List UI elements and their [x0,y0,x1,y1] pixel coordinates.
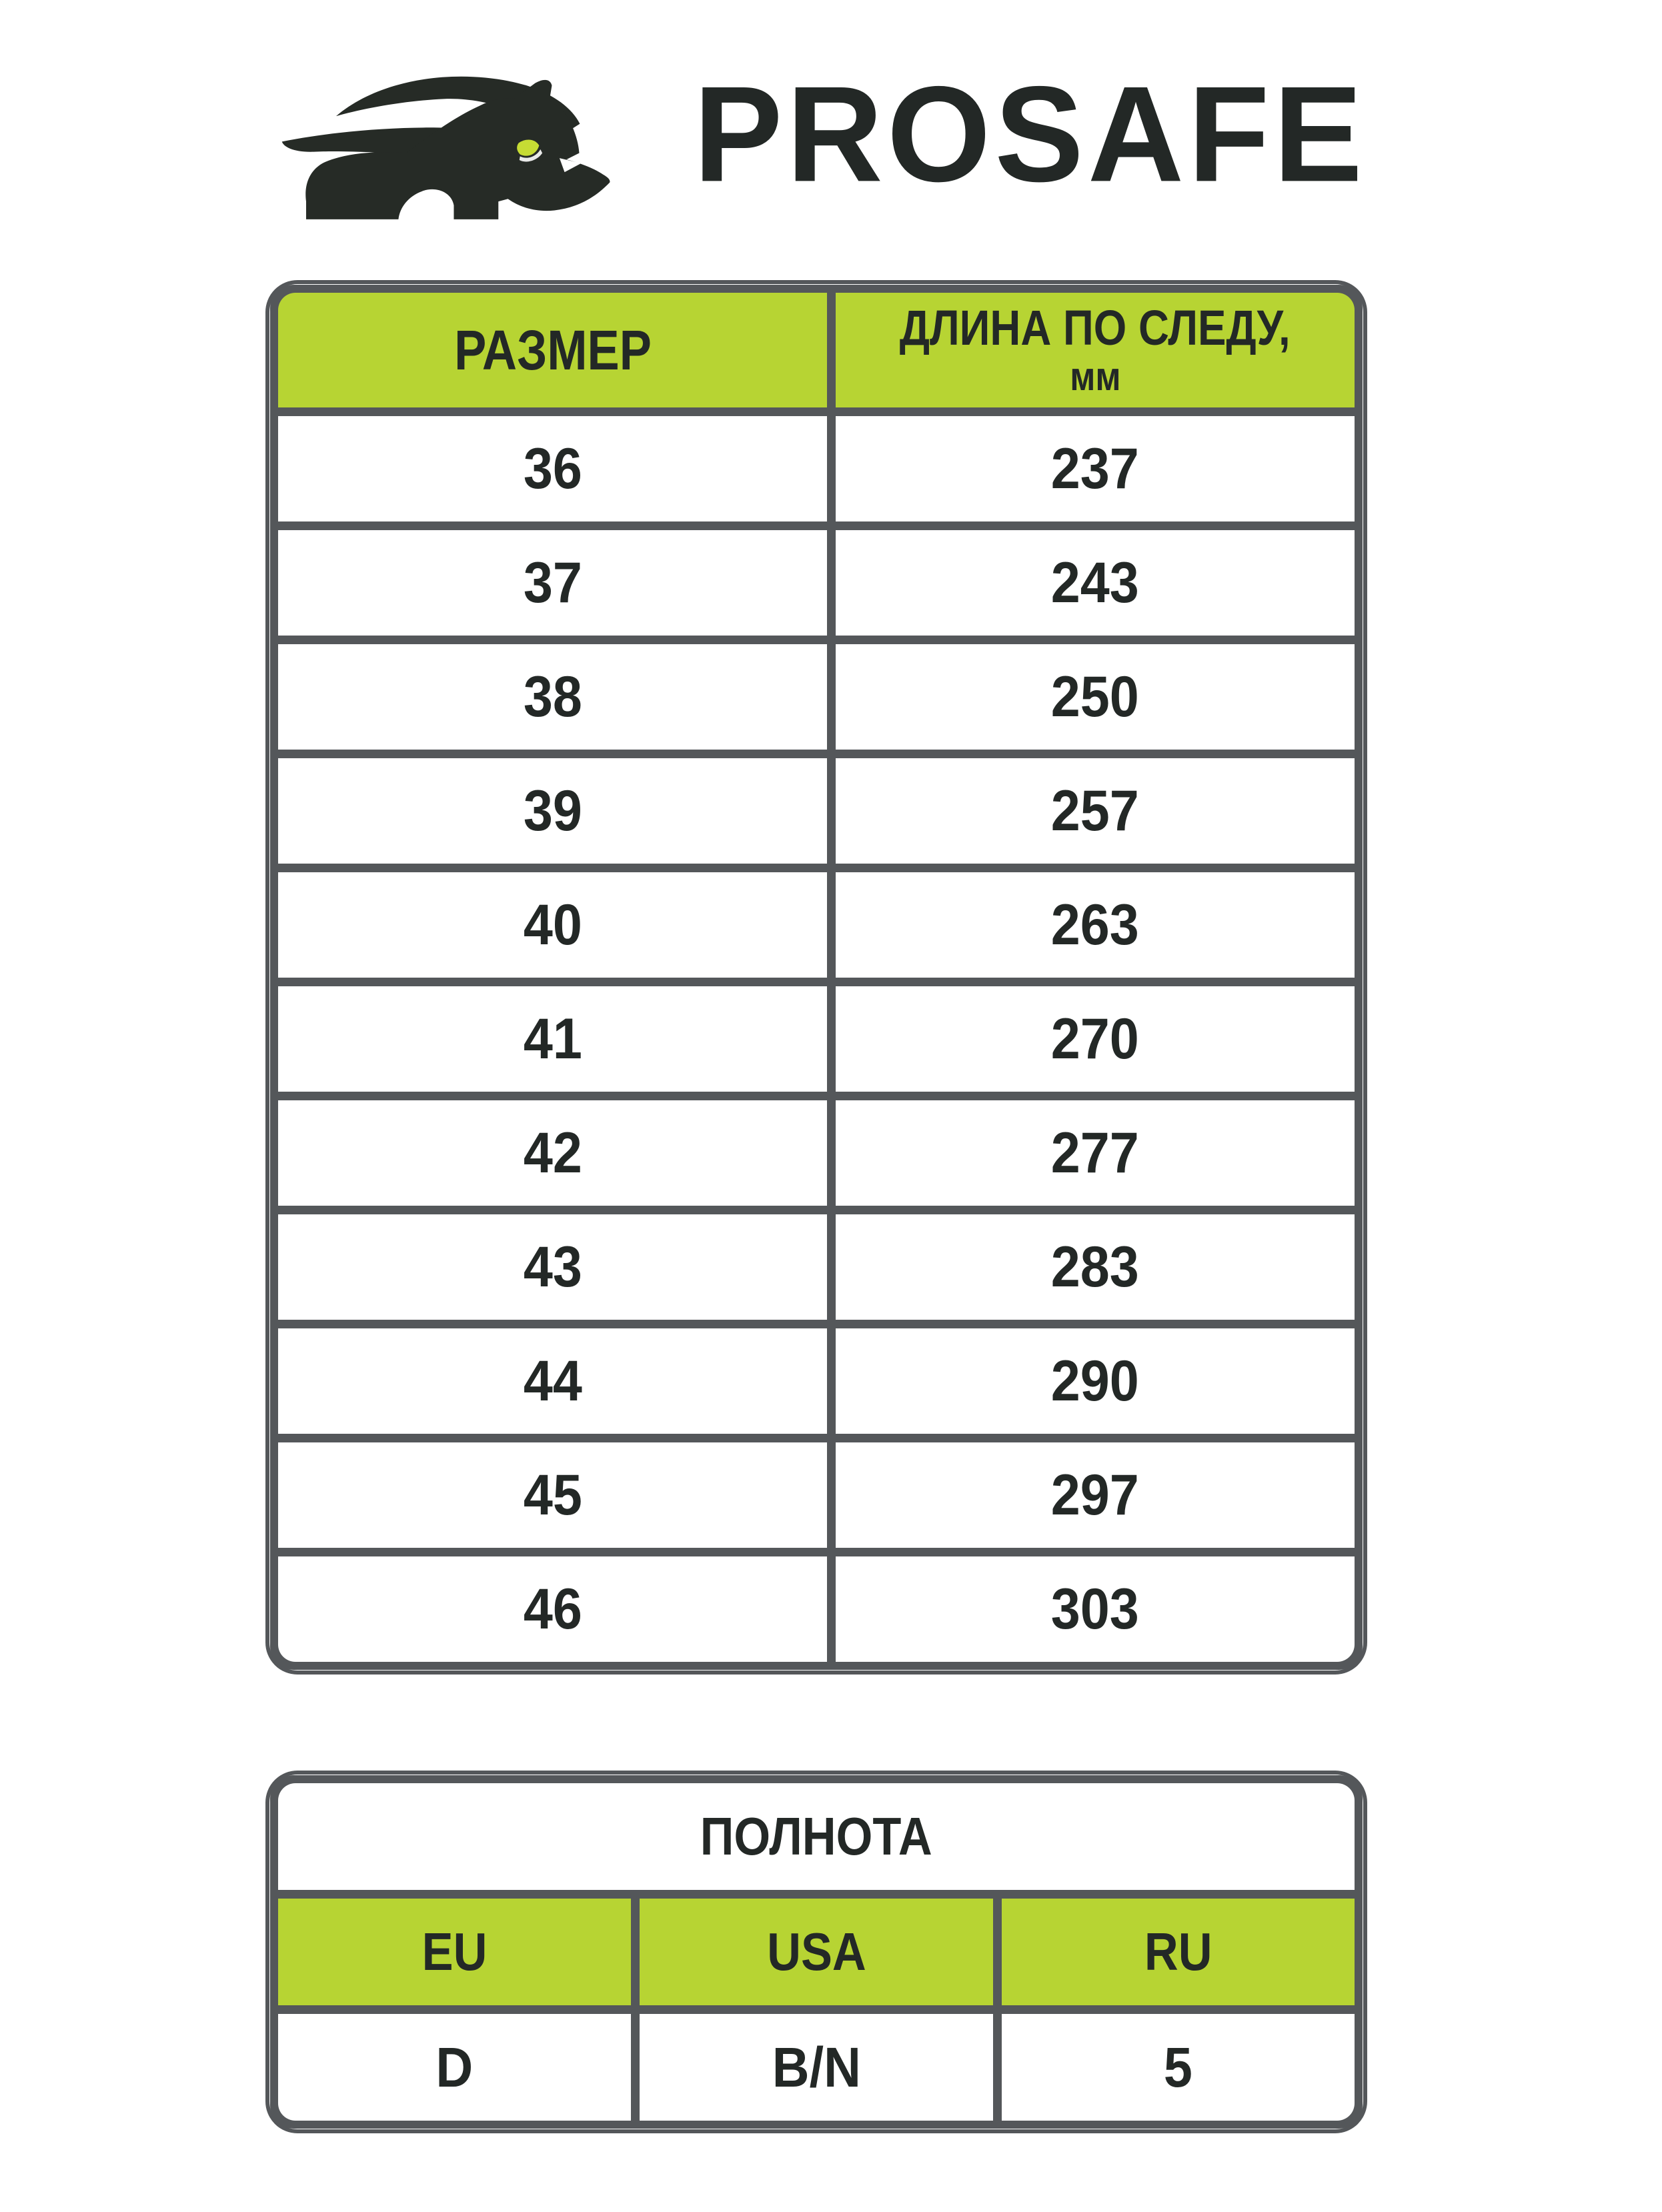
length-cell [827,1328,1355,1434]
table-row [278,644,1355,750]
length-cell [827,1442,1355,1548]
size-value: 38 [523,665,582,729]
ru-header-cell [993,1899,1355,2005]
table-row [278,986,1355,1092]
size-cell [278,1214,827,1320]
length-cell [827,1556,1355,1662]
eu-header-cell [278,1899,631,2005]
usa-header-cell [631,1899,992,2005]
size-cell [278,644,827,750]
length-header-label: ДЛИНА ПО СЛЕДУ, [900,300,1291,355]
length-value: 257 [1051,779,1140,843]
table-row [278,1328,1355,1434]
length-value: 297 [1051,1463,1140,1527]
brand-wordmark: PROSAFE [694,58,1367,211]
width-table-title-row [278,1783,1355,1890]
size-cell [278,1442,827,1548]
size-table-header-row [278,293,1355,407]
eu-value-cell [278,2014,631,2121]
size-cell [278,1100,827,1206]
size-value: 43 [523,1235,582,1299]
length-cell [827,530,1355,636]
length-value: 243 [1051,551,1140,615]
width-title-cell [278,1783,1355,1890]
table-row [278,416,1355,521]
length-cell [827,644,1355,750]
usa-value-cell [631,2014,992,2121]
size-value: 42 [523,1121,582,1185]
size-cell [278,872,827,978]
size-value: 37 [523,551,582,615]
ru-value-cell [993,2014,1355,2121]
size-value: 41 [523,1007,582,1071]
table-row [278,1100,1355,1206]
size-cell [278,758,827,864]
size-cell [278,416,827,521]
size-value: 44 [523,1349,582,1413]
table-row [278,872,1355,978]
brand-logo [260,35,660,245]
width-table-title: ПОЛНОТА [700,1807,933,1866]
width-table-value-row [278,2014,1355,2121]
table-row [278,1556,1355,1662]
ru-value: 5 [1163,2036,1192,2099]
length-cell [827,416,1355,521]
table-row [278,758,1355,864]
length-cell [827,1214,1355,1320]
size-value: 40 [523,893,582,957]
size-header-label: РАЗМЕР [454,319,652,381]
width-table-header-row [278,1899,1355,2005]
table-row [278,1442,1355,1548]
size-header-cell [278,293,827,407]
length-cell [827,872,1355,978]
usa-value: B/N [772,2036,861,2099]
length-value: 237 [1051,437,1140,501]
size-cell [278,986,827,1092]
length-value: 303 [1051,1577,1140,1641]
length-unit-label: мм [1069,354,1121,399]
size-value: 36 [523,437,582,501]
length-value: 277 [1051,1121,1140,1185]
table-row [278,1214,1355,1320]
usa-header-label: USA [766,1922,866,1981]
length-value: 270 [1051,1007,1140,1071]
size-value: 39 [523,779,582,843]
length-cell [827,986,1355,1092]
size-cell [278,1328,827,1434]
size-cell [278,1556,827,1662]
rhino-icon [260,35,660,245]
size-cell [278,530,827,636]
table-row [278,530,1355,636]
length-value: 290 [1051,1349,1140,1413]
length-value: 250 [1051,665,1140,729]
width-table [265,1771,1367,2133]
size-value: 46 [523,1577,582,1641]
eu-value: D [436,2036,474,2099]
ru-header-label: RU [1144,1922,1212,1981]
eu-header-label: EU [422,1922,488,1981]
size-table [265,280,1367,1675]
length-value: 283 [1051,1235,1140,1299]
length-cell [827,758,1355,864]
length-cell [827,1100,1355,1206]
length-value: 263 [1051,893,1140,957]
size-value: 45 [523,1463,582,1527]
length-header-cell [827,293,1355,407]
